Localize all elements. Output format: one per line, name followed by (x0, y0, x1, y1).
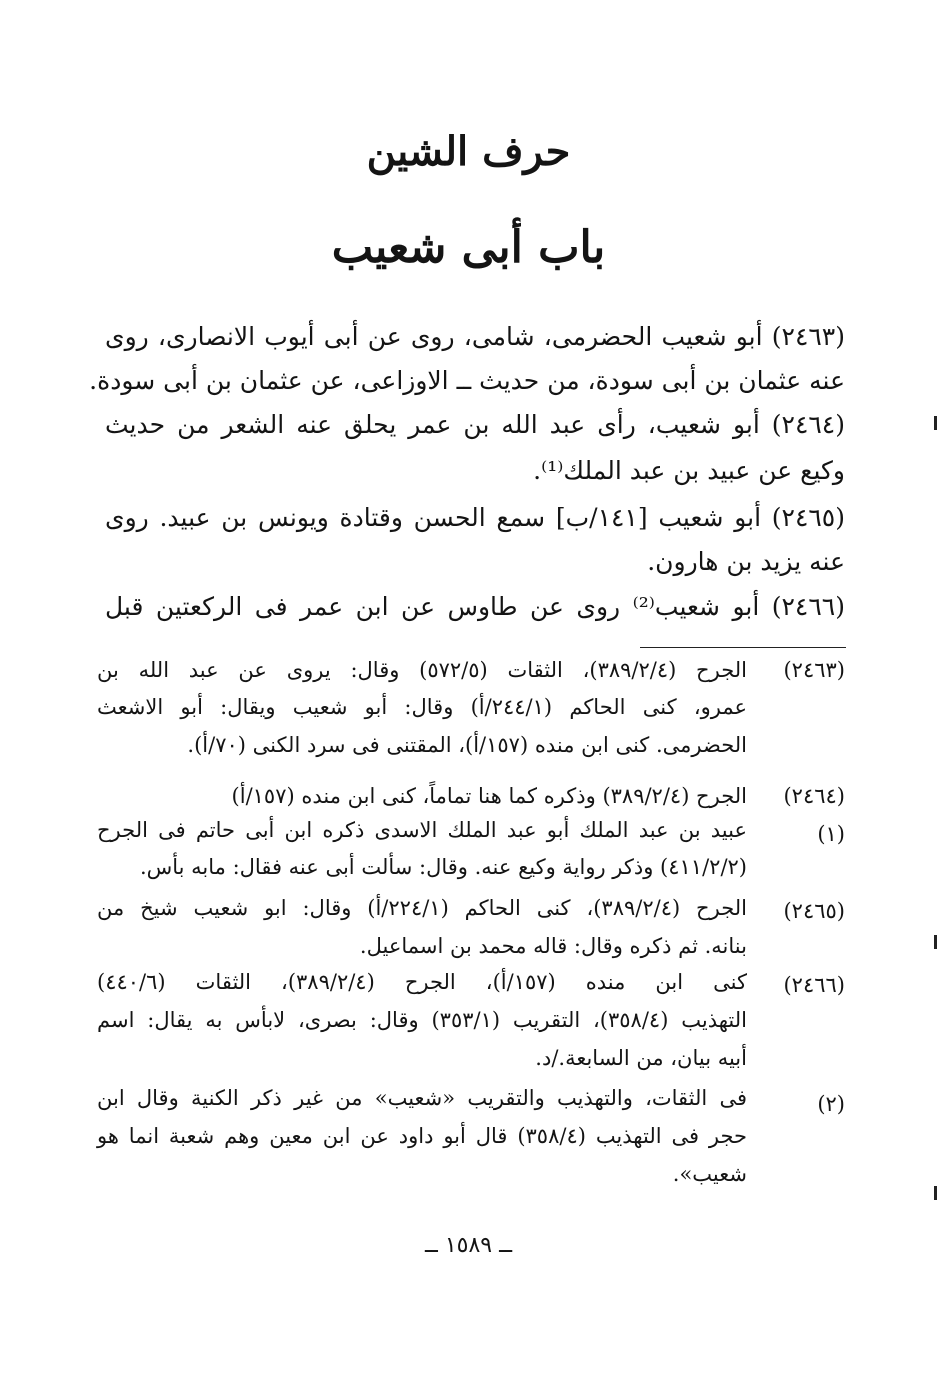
chapter-heading: حرف الشين (366, 128, 571, 175)
footnote-line: أبيه بيان، من السابعة./د. (535, 1046, 747, 1070)
footnote-line: التهذيب (٣٥٨/٤)، التقريب (٣٥٣/١) وقال: بصرى، لابأس به يقال: اسم (97, 1008, 747, 1032)
footnote-marker: (٢٤٦٤) (783, 784, 845, 808)
footnote-line: فى الثقات، والتهذيب والتقريب «شعيب» من غير ذكر الكنية وقال ابن (97, 1086, 747, 1110)
footnote-line: (٤١١/٢/٢) وذكر رواية وكيع عنه. وقال: سألت أبى عنه فقال: مابه بأس. (139, 855, 747, 879)
footnote-marker: (٢) (817, 1092, 845, 1116)
footnote-line: الجرح (٣٨٩/٢/٤)، كنى الحاكم (٢٢٤/١/أ) وقال: ابو شعيب شيخ من (97, 896, 747, 920)
footnote-marker: (٢٤٦٦) (783, 973, 845, 997)
footnote-line: حجر فى التهذيب (٣٥٨/٤) قال أبو داود عن ابن معين وهم شعبة انما هو (97, 1124, 747, 1148)
footnote-separator (640, 647, 846, 648)
footnote-line: الجرح (٣٨٩/٢/٤)، الثقات (٥٧٢/٥) وقال: يروى عن عبد الله بن (97, 658, 747, 682)
main-line: (٢٤٦٤) أبو شعيب، رأى عبد الله بن عمر يحلق عنه الشعر من حديث (105, 410, 845, 439)
main-line: (٢٤٦٦) أبو شعيب⁽²⁾ روى عن طاوس عن ابن عمر فى الركعتين قبل (105, 592, 845, 621)
page-number: ــ ١٥٨٩ ــ (424, 1233, 513, 1258)
footnote-line: عمرو، كنى الحاكم (٢٤٤/١/أ) وقال: أبو شعيب ويقال: أبو الاشعث (97, 695, 747, 719)
footnote-marker: (٢٤٦٣) (783, 658, 845, 682)
footnote-line: بنانه. ثم ذكره وقال: قاله محمد بن اسماعيل. (359, 934, 747, 958)
footnote-marker: (١) (817, 822, 845, 846)
footnote-line: شعيب». (672, 1162, 747, 1186)
footnote-line: الجرح (٣٨٩/٢/٤) وذكره كما هنا تماماً، كنى ابن منده (١٥٧/أ) (231, 784, 747, 808)
footnote-marker: (٢٤٦٥) (783, 899, 845, 923)
main-line: عنه عثمان بن أبى سودة، من حديث ــ الاوزاعى، عن عثمان بن أبى سودة. (89, 366, 845, 395)
main-line: (٢٤٦٣) أبو شعيب الحضرمى، شامى، روى عن أبى أيوب الانصارى، روى (105, 322, 845, 351)
footnote-line: الحضرمى. كنى ابن منده (١٥٧/أ)، المقتنى فى سرد الكنى (٧٠/أ). (187, 733, 747, 757)
section-heading: باب أبى شعيب (331, 222, 606, 273)
footnote-line: عبيد بن عبد الملك أبو عبد الملك الاسدى ذكره ابن أبى حاتم فى الجرح (97, 818, 747, 842)
footnote-line: كنى ابن منده (١٥٧/أ)، الجرح (٣٨٩/٢/٤)، الثقات (٤٤٠/٦) (97, 970, 747, 994)
main-line: عنه يزيد بن هارون. (647, 547, 845, 576)
main-line: وكيع عن عبيد بن عبد الملك⁽¹⁾. (533, 456, 845, 485)
main-line: (٢٤٦٥) أبو شعيب [١٤١/ب] سمع الحسن وقتادة ويونس بن عبيد. روى (105, 503, 845, 532)
